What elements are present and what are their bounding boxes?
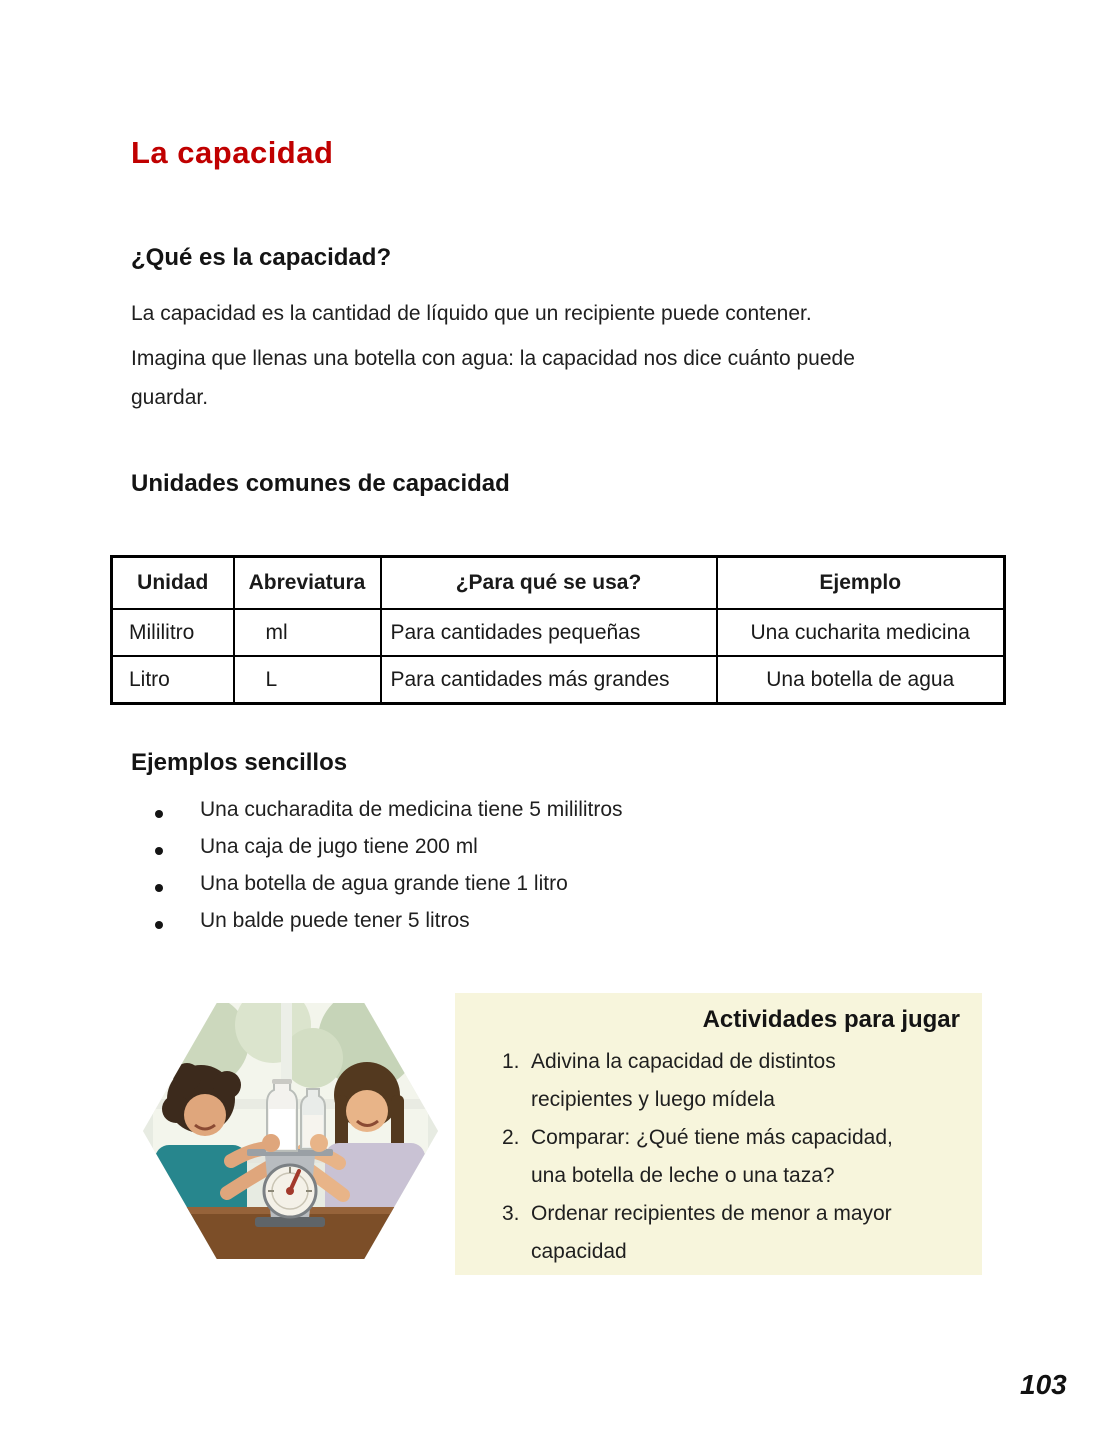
bullet-icon <box>155 847 163 855</box>
item-text-line: una botella de leche o una taza? <box>531 1164 835 1187</box>
list-item <box>155 798 623 835</box>
column-header-ejemplo: Ejemplo <box>717 557 1005 610</box>
item-number: 3. <box>502 1202 520 1225</box>
column-header-para-que-se-usa: ¿Para qué se usa? <box>381 557 717 610</box>
activities-heading: Actividades para jugar <box>702 1006 960 1033</box>
table-row <box>112 609 1005 656</box>
list-item <box>155 835 623 872</box>
section-heading-common-units: Unidades comunes de capacidad <box>131 470 510 497</box>
children-milk-scale-illustration <box>143 1003 438 1259</box>
cell-abbr-l: L <box>234 656 381 704</box>
column-header-unidad: Unidad <box>112 557 234 610</box>
list-item <box>155 872 623 909</box>
table-header-row <box>112 557 1005 610</box>
list-item <box>502 1119 982 1195</box>
bullet-text: Un balde puede tener 5 litros <box>200 909 470 932</box>
cell-usage-large: Para cantidades más grandes <box>381 656 717 704</box>
cell-example-bottle: Una botella de agua <box>717 656 1005 704</box>
column-header-abreviatura: Abreviatura <box>234 557 381 610</box>
intro-paragraph-2 <box>131 339 855 417</box>
intro-paragraph-2-line-2: guardar. <box>131 386 209 409</box>
page-number: 103 <box>1020 1369 1067 1400</box>
intro-paragraph-2-line-1: Imagina que llenas una botella con agua: la capacidad nos dice cuánto puede <box>131 347 855 370</box>
item-text-line: Comparar: ¿Qué tiene más capacidad, <box>531 1126 893 1149</box>
item-number: 1. <box>502 1050 520 1073</box>
bullet-text: Una cucharadita de medicina tiene 5 mililitros <box>200 798 623 821</box>
section-heading-what-is-capacity: ¿Qué es la capacidad? <box>131 244 392 271</box>
bullet-text: Una caja de jugo tiene 200 ml <box>200 835 478 858</box>
bullet-icon <box>155 810 163 818</box>
item-text-line: recipientes y luego mídela <box>531 1088 775 1111</box>
cell-unit-mililitro: Mililitro <box>112 609 234 656</box>
cell-usage-small: Para cantidades pequeñas <box>381 609 717 656</box>
capacity-units-table <box>110 555 1006 705</box>
section-heading-simple-examples: Ejemplos sencillos <box>131 749 348 776</box>
bullet-icon <box>155 884 163 892</box>
list-item <box>502 1195 982 1271</box>
page-title: La capacidad <box>131 135 334 170</box>
activities-numbered-list <box>455 1043 982 1271</box>
bullet-icon <box>155 921 163 929</box>
cell-example-spoon: Una cucharita medicina <box>717 609 1005 656</box>
item-text-line: Ordenar recipientes de menor a mayor <box>531 1202 892 1225</box>
activities-callout-box <box>455 993 982 1275</box>
item-number: 2. <box>502 1126 520 1149</box>
item-text-line: Adivina la capacidad de distintos <box>531 1050 836 1073</box>
cell-unit-litro: Litro <box>112 656 234 704</box>
bullet-text: Una botella de agua grande tiene 1 litro <box>200 872 568 895</box>
photo-children-weighing-milk <box>143 1003 438 1259</box>
examples-bullet-list <box>155 798 623 946</box>
item-text-line: capacidad <box>531 1240 627 1263</box>
cell-abbr-ml: ml <box>234 609 381 656</box>
intro-paragraph-1: La capacidad es la cantidad de líquido que un recipiente puede contener. <box>131 302 812 325</box>
list-item <box>502 1043 982 1119</box>
list-item <box>155 909 623 946</box>
table-row <box>112 656 1005 704</box>
